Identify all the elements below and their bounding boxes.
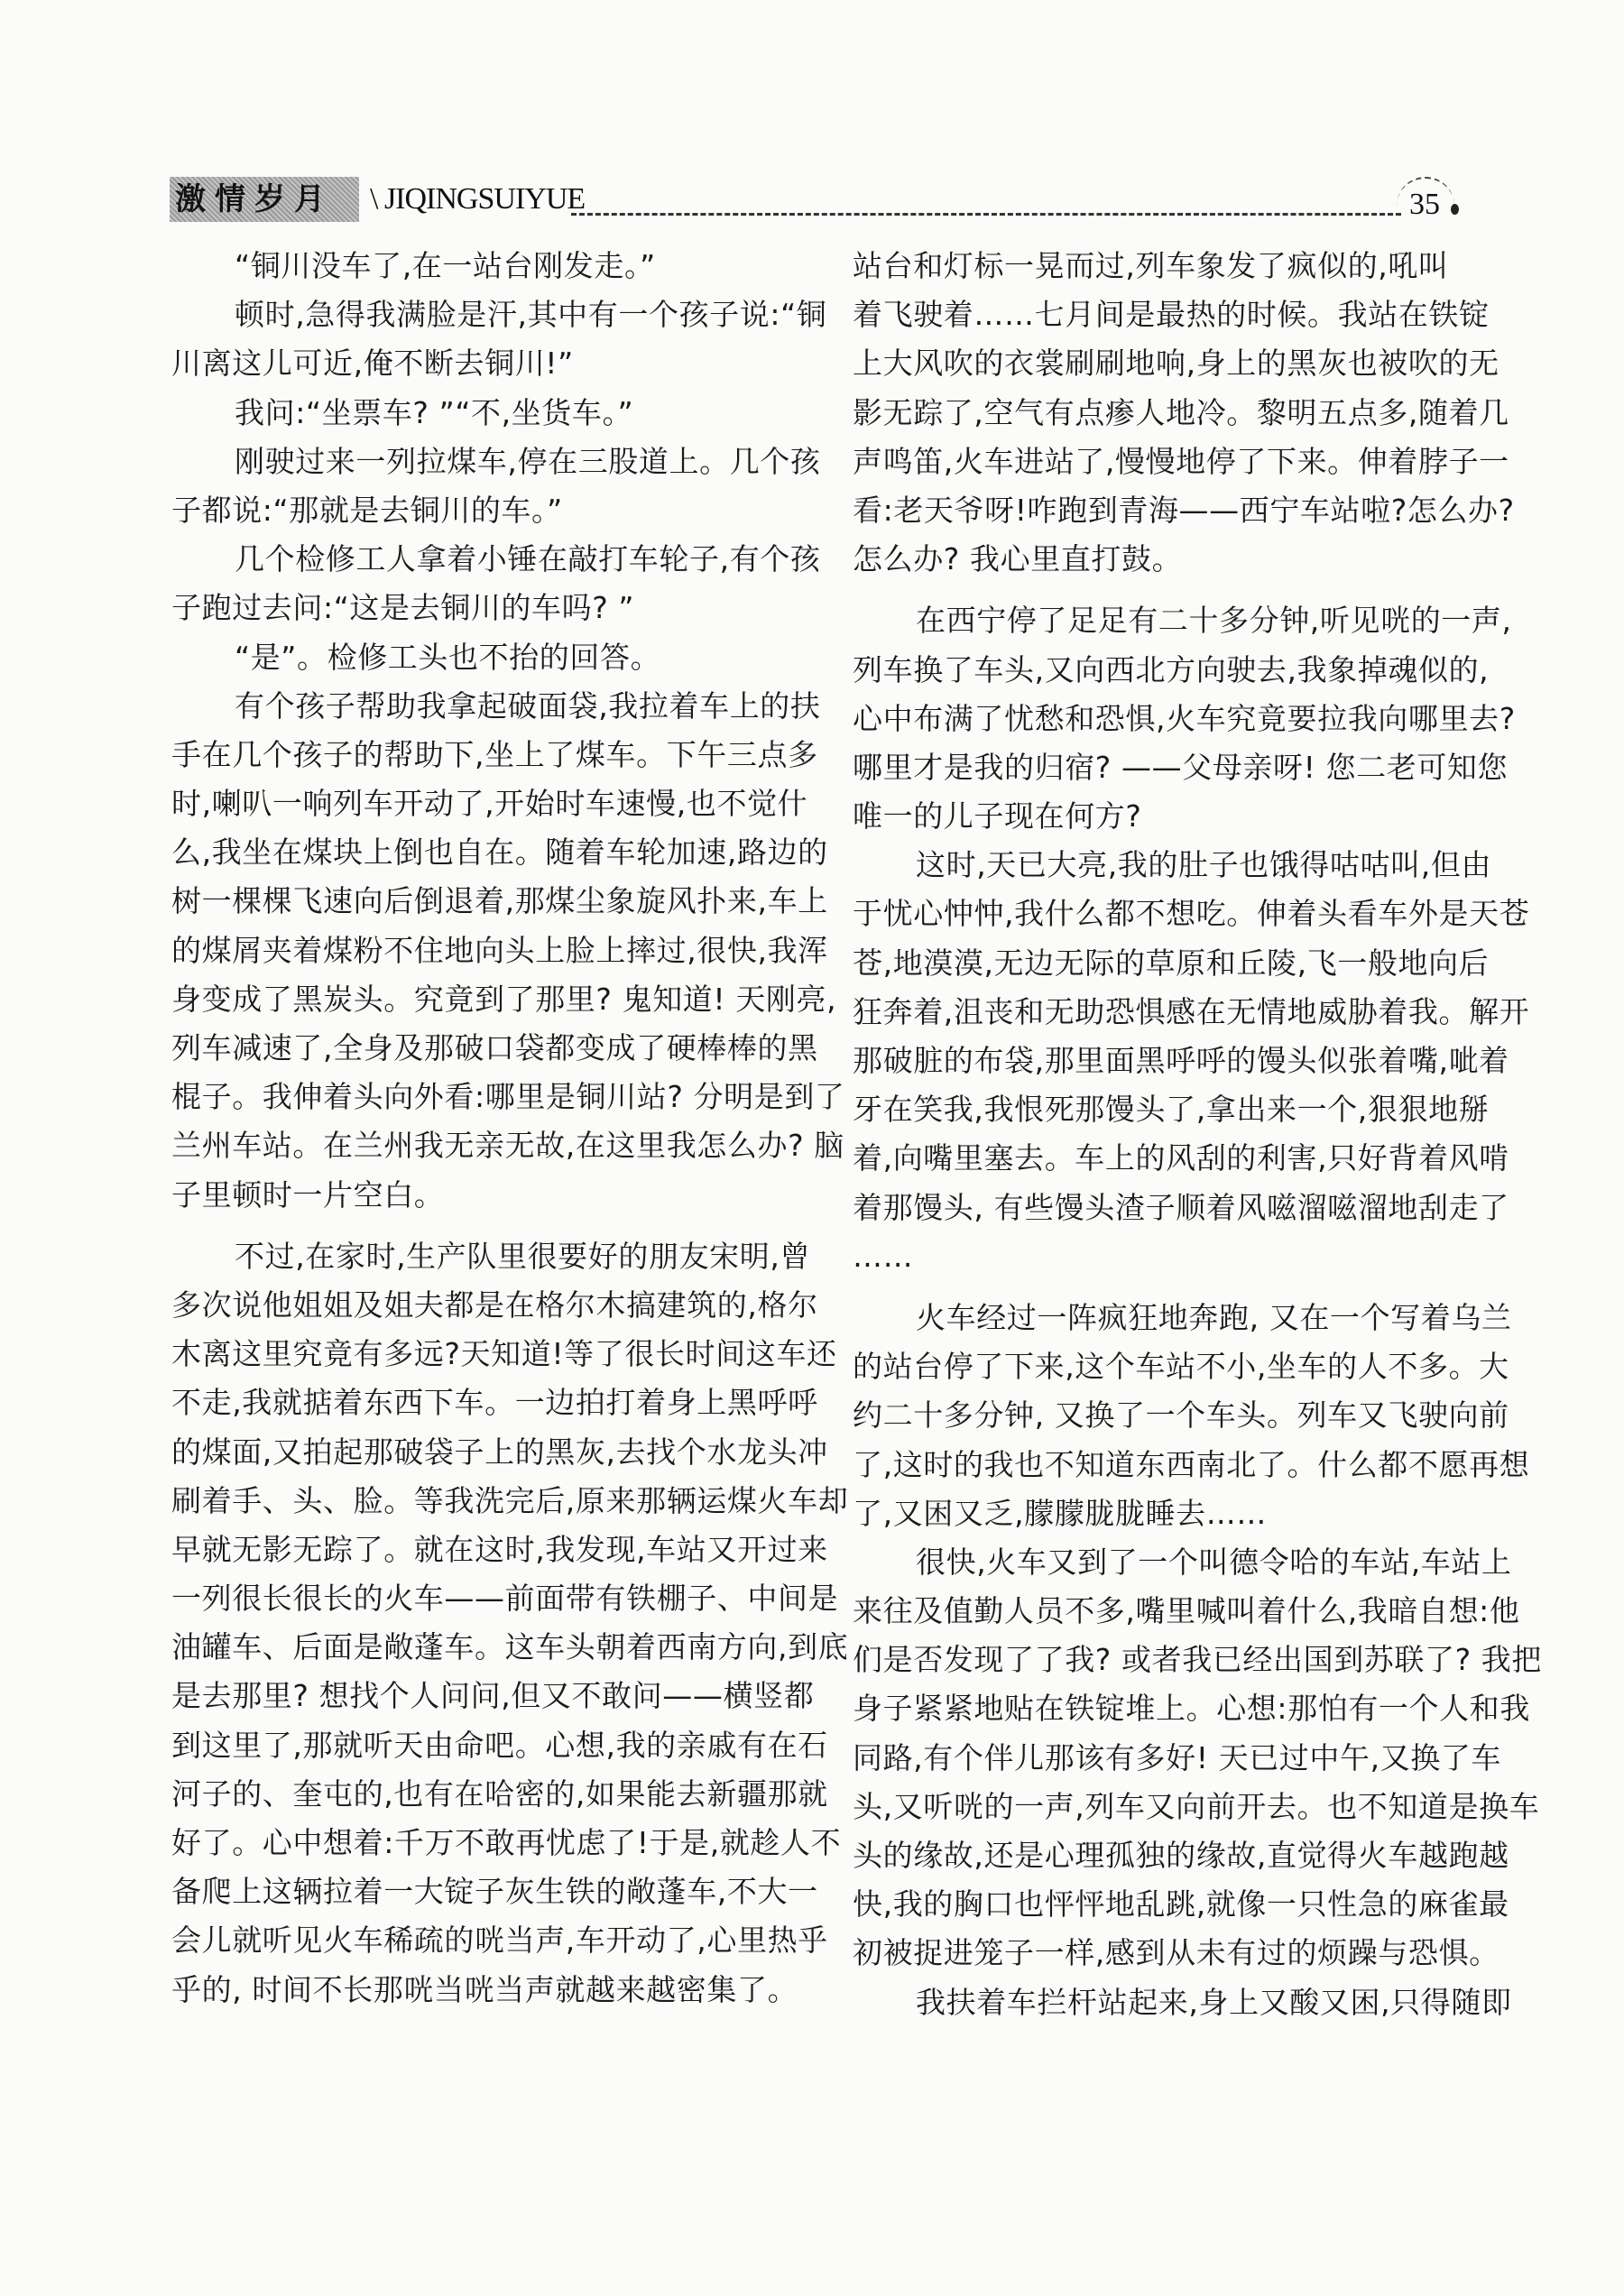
text-line: 唯一的儿子现在何方? xyxy=(853,798,1142,834)
text-line: 多次说他姐姐及姐夫都是在格尔木搞建筑的,格尔 xyxy=(171,1286,818,1323)
text-line: 我问:“坐票车? ”“不,坐货车。” xyxy=(235,394,634,430)
text-line: 了,又困又乏,朦朦胧胧睡去…… xyxy=(853,1495,1267,1531)
text-line: 油罐车、后面是敞蓬车。这车头朝着西南方向,到底 xyxy=(171,1629,849,1665)
text-line: 是去那里? 想找个人问问,但又不敢问——横竖都 xyxy=(171,1678,815,1714)
text-line: 兰州车站。在兰州我无亲无故,在这里我怎么办? 脑 xyxy=(171,1128,844,1164)
right-column xyxy=(853,242,1543,2027)
text-line: 到这里了,那就听天由命吧。心想,我的亲戚有在石 xyxy=(171,1727,828,1763)
text-line: 心中布满了忧愁和恐惧,火车究竟要拉我向哪里去? xyxy=(853,700,1516,736)
text-line: 棍子。我伸着头向外看:哪里是铜川站? 分明是到了 xyxy=(171,1079,845,1115)
text-line: 狂奔着,沮丧和无助恐惧感在无情地威胁着我。解开 xyxy=(853,993,1530,1029)
text-line: 备爬上这辆拉着一大锭子灰生铁的敞蓬车,不大一 xyxy=(171,1874,818,1910)
dotted-rule xyxy=(571,213,1401,216)
text-line: 刷着手、头、脸。等我洗完后,原来那辆运煤火车却 xyxy=(171,1482,849,1518)
text-line: 着飞驶着……七月间是最热的时候。我站在铁锭 xyxy=(853,297,1490,333)
text-line: 身子紧紧地贴在铁锭堆上。心想:那怕有一个人和我 xyxy=(853,1691,1530,1727)
text-line: 头的缘故,还是心理孤独的缘故,直觉得火车越跑越 xyxy=(853,1838,1509,1873)
text-line: “是”。检修工头也不抬的回答。 xyxy=(235,639,661,675)
paragraph-gap xyxy=(853,1281,1466,1294)
text-line: 有个孩子帮助我拿起破面袋,我拉着车上的扶 xyxy=(235,687,821,724)
left-column xyxy=(171,242,849,2015)
paragraph-gap xyxy=(853,584,1466,596)
text-line: 手在几个孩子的帮助下,坐上了煤车。下午三点多 xyxy=(171,736,818,772)
text-line: 的煤面,又拍起那破袋子上的黑灰,去找个水龙头冲 xyxy=(171,1434,828,1470)
text-line: 声鸣笛,火车进站了,慢慢地停了下来。伸着脖子一 xyxy=(853,443,1509,479)
section-title-english: \ JIQINGSUIYUE xyxy=(370,182,586,216)
text-line: 列车换了车头,又向西北方向驶去,我象掉魂似的, xyxy=(853,651,1490,687)
text-line: 的站台停了下来,这个车站不小,坐车的人不多。大 xyxy=(853,1349,1509,1385)
section-title-badge: 激情岁月 xyxy=(170,177,359,222)
text-line: 头,又听咣的一声,列车又向前开去。也不知道是换车 xyxy=(853,1788,1540,1824)
text-line: 苍,地漠漠,无边无际的草原和丘陵,飞一般地向后 xyxy=(853,945,1490,981)
text-line: 不过,在家时,生产队里很要好的朋友宋明,曾 xyxy=(235,1238,811,1274)
text-line: 子跑过去问:“这是去铜川的车吗? ” xyxy=(171,590,635,626)
text-line: 同路,有个伴儿那该有多好! 天已过中午,又换了车 xyxy=(853,1739,1502,1775)
page-number: 35 xyxy=(1409,188,1440,221)
text-line: 约二十多分钟, 又换了一个车头。列车又飞驶向前 xyxy=(853,1397,1509,1434)
text-line: 木离这里究竟有多远?天知道!等了很长时间这车还 xyxy=(171,1336,837,1372)
text-line: 身变成了黑炭头。究竟到了那里? 鬼知道! 天刚亮, xyxy=(171,981,837,1017)
text-line: 上大风吹的衣裳刷刷地响,身上的黑灰也被吹的无 xyxy=(853,346,1499,382)
text-line: 么,我坐在煤块上倒也自在。随着车轮加速,路边的 xyxy=(171,834,828,871)
text-line: 会儿就听见火车稀疏的咣当声,车开动了,心里热乎 xyxy=(171,1923,828,1959)
text-line: 着,向嘴里塞去。车上的风刮的利害,只好背着风啃 xyxy=(853,1140,1509,1176)
text-line: 河子的、奎屯的,也有在哈密的,如果能去新疆那就 xyxy=(171,1775,828,1812)
text-line: 们是否发现了了我? 或者我已经出国到苏联了? 我把 xyxy=(853,1642,1543,1678)
text-line: 看:老天爷呀!咋跑到青海——西宁车站啦?怎么办? xyxy=(853,492,1515,528)
text-line: 列车减速了,全身及那破口袋都变成了硬棒棒的黑 xyxy=(171,1030,818,1065)
text-line: 川离这儿可近,俺不断去铜川!” xyxy=(171,346,574,382)
text-line: 怎么办? 我心里直打鼓。 xyxy=(853,541,1183,577)
text-line: 好了。心中想着:千万不敢再忧虑了!于是,就趁人不 xyxy=(171,1825,842,1860)
bullet-dot-icon xyxy=(1451,204,1459,215)
text-line: 树一棵棵飞速向后倒退着,那煤尘象旋风扑来,车上 xyxy=(171,883,828,919)
text-line: 乎的, 时间不长那咣当咣当声就越来越密集了。 xyxy=(171,1971,798,2007)
text-line: 火车经过一阵疯狂地奔跑, 又在一个写着乌兰 xyxy=(916,1299,1512,1335)
text-line: 哪里才是我的归宿? ——父母亲呀! 您二老可知您 xyxy=(853,749,1509,785)
text-line: 着那馒头, 有些馒头渣子顺着风嗞溜嗞溜地刮走了 xyxy=(853,1189,1509,1225)
text-line: 我扶着车拦杆站起来,身上又酸又困,只得随即 xyxy=(916,1984,1512,2020)
paragraph-gap xyxy=(171,1220,803,1232)
text-line: …… xyxy=(853,1238,914,1274)
text-line: 一列很长很长的火车——前面带有铁棚子、中间是 xyxy=(171,1581,839,1617)
text-line: 影无踪了,空气有点瘆人地冷。黎明五点多,随着几 xyxy=(853,394,1509,430)
text-line: 来往及值勤人员不多,嘴里喊叫着什么,我暗自想:他 xyxy=(853,1593,1520,1629)
text-line: 早就无影无踪了。就在这时,我发现,车站又开过来 xyxy=(171,1531,828,1567)
text-line: 顿时,急得我满脸是汗,其中有一个孩子说:“铜 xyxy=(235,297,827,333)
text-line: 刚驶过来一列拉煤车,停在三股道上。几个孩 xyxy=(235,443,821,479)
text-line: 子里顿时一片空白。 xyxy=(171,1176,445,1213)
text-line: 牙在笑我,我恨死那馒头了,拿出来一个,狠狠地掰 xyxy=(853,1092,1490,1128)
text-line: 于忧心忡忡,我什么都不想吃。伸着头看车外是天苍 xyxy=(853,896,1530,932)
text-line: 站台和灯标一晃而过,列车象发了疯似的,吼叫 xyxy=(853,248,1449,283)
text-line: 初被捉进笼子一样,感到从未有过的烦躁与恐惧。 xyxy=(853,1935,1499,1971)
text-line: 很快,火车又到了一个叫德令哈的车站,车站上 xyxy=(916,1544,1512,1580)
text-line: 在西宁停了足足有二十多分钟,听见咣的一声, xyxy=(916,603,1512,639)
running-header xyxy=(170,177,1478,231)
text-line: 几个检修工人拿着小锤在敲打车轮子,有个孩 xyxy=(235,541,821,577)
text-line: 子都说:“那就是去铜川的车。” xyxy=(171,492,563,528)
text-line: 了,这时的我也不知道东西南北了。什么都不愿再想 xyxy=(853,1446,1530,1482)
text-line: 那破脏的布袋,那里面黑呼呼的馒头似张着嘴,呲着 xyxy=(853,1043,1509,1078)
text-line: 这时,天已大亮,我的肚子也饿得咕咕叫,但由 xyxy=(916,847,1492,883)
text-line: 快,我的胸口也怦怦地乱跳,就像一只性急的麻雀最 xyxy=(853,1886,1509,1923)
text-line: “铜川没车了,在一站台刚发走。” xyxy=(235,248,656,283)
text-line: 时,喇叭一响列车开动了,开始时车速慢,也不觉什 xyxy=(171,786,808,822)
text-line: 不走,我就掂着东西下车。一边拍打着身上黑呼呼 xyxy=(171,1385,818,1421)
text-line: 的煤屑夹着煤粉不住地向头上脸上摔过,很快,我浑 xyxy=(171,932,828,968)
